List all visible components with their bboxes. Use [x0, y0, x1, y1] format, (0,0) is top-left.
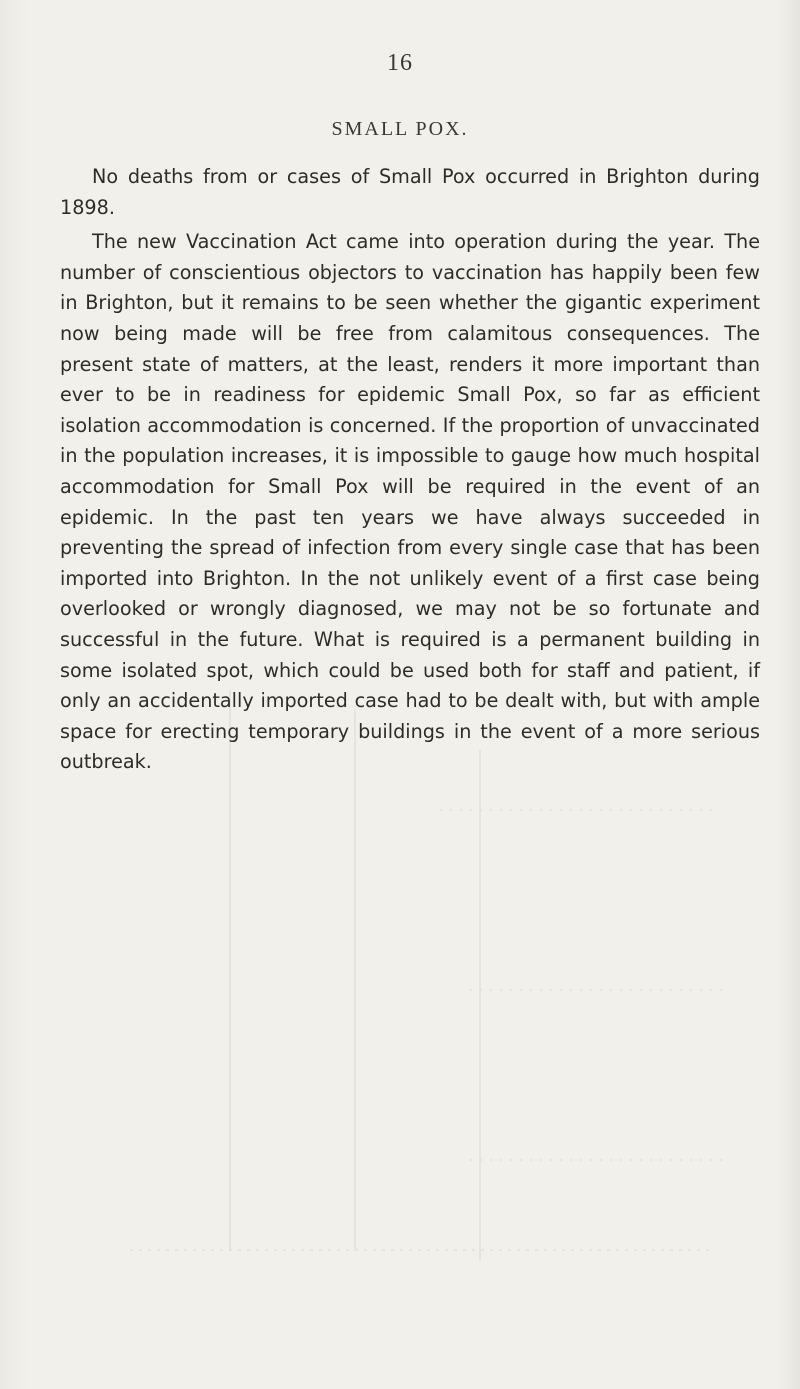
paragraph-2: The new Vaccination Act came into operation during the year. The number of conscientious objectors to vaccination has happily been few in Brighton, but it remains to be seen whether the gigantic experiment now being made will be free from calamitous consequences. The present state of matters, at the least, renders it more important than ever to be in readiness for epidemic Small Pox, so far as efficient isolation accommodation is concerned. If the proportion of unvaccinated in the population increases, it is impossible to gauge how much hospital accommodation for Small Pox will be required in the event of an epidemic. In the past ten years we have always succeeded in preventing the spread of infection from every single case that has been imported into Brighton. In the not unlikely event of a first case being overlooked or wrongly diagnosed, we may not be so fortunate and successful in the future. What is required is a permanent building in some isolated spot, which could be used both for staff and patient, if only an accidentally imported case had to be dealt with, but with ample space for erecting temporary buildings in the event of a more serious outbreak.	[60, 230, 760, 774]
paragraph-1: No deaths from or cases of Small Pox occurred in Brighton during 1898.	[60, 165, 760, 219]
section-title: SMALL POX.	[331, 118, 469, 140]
body-text	[60, 162, 760, 778]
page-number: 16	[387, 50, 413, 76]
show-through-marks	[110, 690, 750, 1310]
